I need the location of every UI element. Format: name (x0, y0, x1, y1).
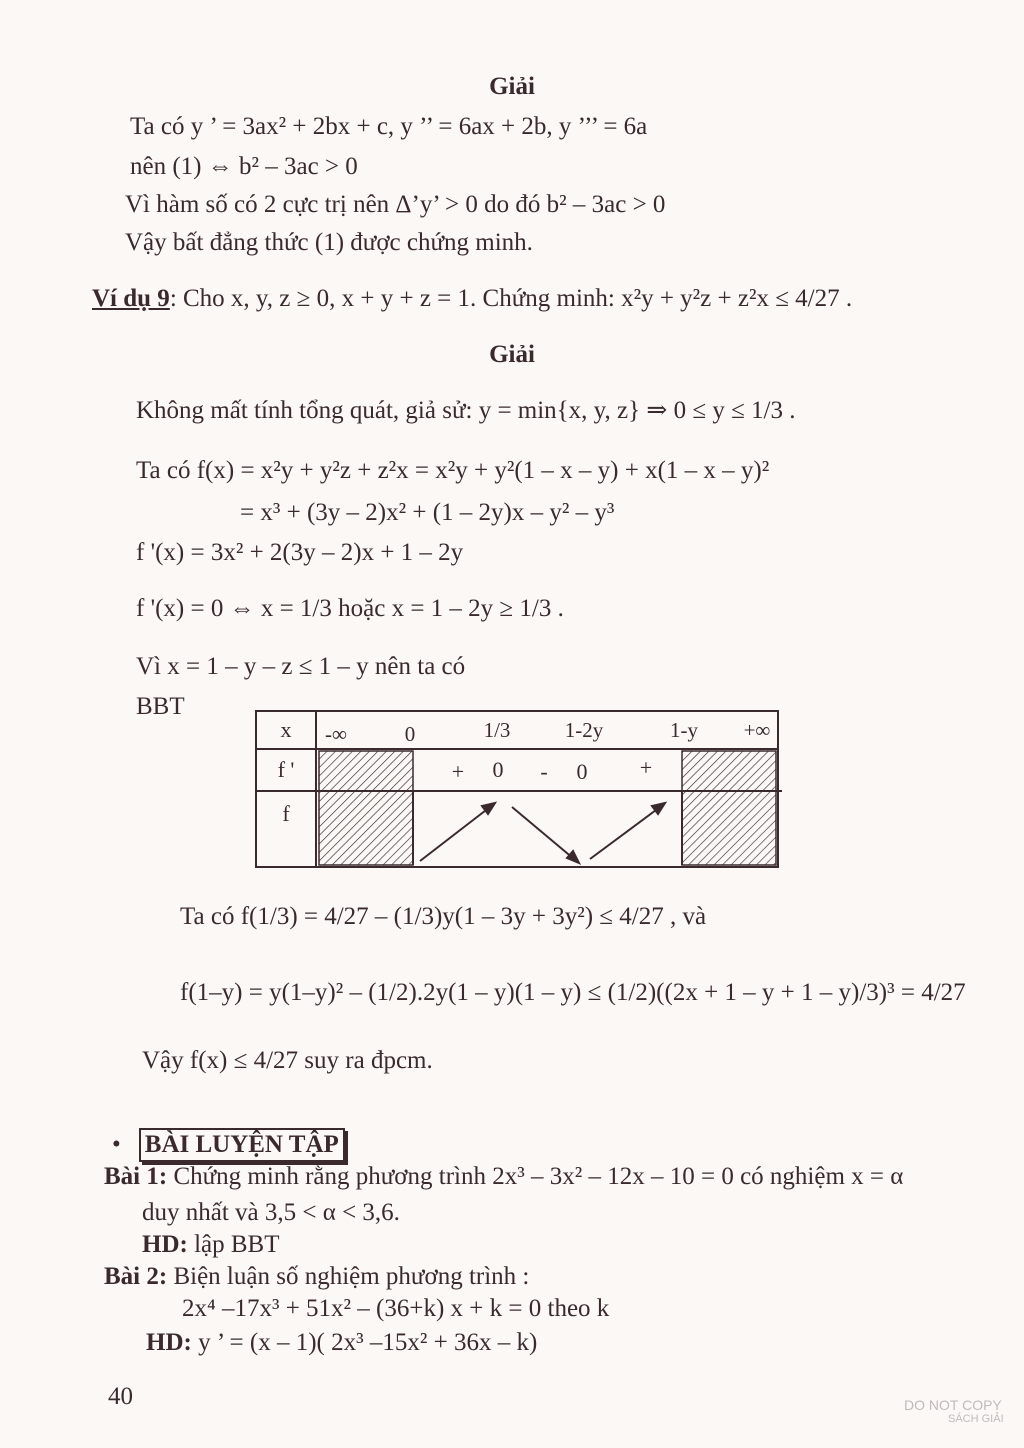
exercise-2-equation: 2x⁴ –17x³ + 51x² – (36+k) x + k = 0 theo k (182, 1295, 610, 1322)
page-number: 40 (108, 1383, 133, 1410)
derivatives-line: Ta có y ’ = 3ax² + 2bx + c, y ’’ = 6ax + 2b, y ’’’ = 6a (130, 113, 648, 140)
hint-label-1: HD: (142, 1231, 188, 1258)
x-value-one-minus-y: 1-y (670, 718, 698, 742)
sign-zero-1: 0 (492, 757, 504, 782)
arrow-decreasing (512, 807, 574, 859)
fx-expanded-line: = x³ + (3y – 2)x² + (1 – 2y)x – y² – y³ (240, 499, 615, 526)
x-value-zero: 0 (404, 722, 416, 746)
arrow-increasing-2 (590, 807, 660, 859)
exercise-1-hint (142, 1230, 280, 1260)
sign-zero-2: 0 (576, 759, 588, 784)
hint-text-1: lập BBT (187, 1231, 280, 1258)
bound-line: Vì x = 1 – y – z ≤ 1 – y nên ta có (136, 653, 466, 680)
x-value-pos-inf: +∞ (743, 718, 771, 742)
extremum-line: Vì hàm số có 2 cực trị nên Δ’y’ > 0 do đó b² – 3ac > 0 (125, 191, 666, 218)
row-f-label: f (282, 801, 290, 826)
exercise-1-text-cont: duy nhất và 3,5 < α < 3,6. (142, 1199, 400, 1226)
practice-title: BÀI LUYỆN TẬP (139, 1128, 345, 1162)
row-x-label: x (280, 717, 292, 742)
exercise-2-label: Bài 2: (104, 1263, 168, 1290)
exercise-1-text: Chứng minh rằng phương trình 2x³ – 3x² – 12x – 10 = 0 có nghiệm x = α (167, 1163, 904, 1190)
x-value-one-minus-2y: 1-2y (564, 718, 604, 742)
example-9 (92, 284, 852, 314)
watermark-line-2: SÁCH GIẢI (948, 1413, 1004, 1425)
exercise-2 (104, 1262, 529, 1292)
solution-heading-1: Giải (489, 73, 535, 100)
bbt-label: BBT (136, 693, 185, 720)
arrow-increasing-1 (420, 807, 490, 861)
conclusion-line-1: Vậy bất đẳng thức (1) được chứng minh. (125, 229, 533, 256)
solution-heading-2: Giải (489, 341, 535, 368)
f-one-third-line: Ta có f(1/3) = 4/27 – (1/3)y(1 – 3y + 3y²) ≤ 4/27 , và (180, 903, 707, 930)
hint-text-2: y ’ = (x – 1)( 2x³ –15x² + 36x – k) (191, 1329, 538, 1356)
fx-definition-line: Ta có f(x) = x²y + y²z + z²x = x²y + y²(1 – x – y) + x(1 – x – y)² (136, 457, 770, 484)
sign-minus: - (540, 759, 548, 784)
variation-table (252, 707, 782, 869)
exercise-1-label: Bài 1: (104, 1163, 168, 1190)
watermark-logo (904, 1398, 1004, 1426)
derivative-line: f '(x) = 3x² + 2(3y – 2)x + 1 – 2y (136, 539, 464, 566)
sign-plus-2: + (639, 755, 653, 780)
row-fprime-label: f ' (277, 757, 295, 782)
x-value-neg-inf: -∞ (325, 722, 347, 746)
f-one-minus-y-line: f(1–y) = y(1–y)² – (1/2).2y(1 – y)(1 – y) ≤ (1/2)((2x + 1 – y + 1 – y)/3)³ = 4/27 (180, 979, 966, 1006)
hatched-region-left (319, 751, 413, 865)
x-value-one-third: 1/3 (483, 718, 511, 742)
watermark-line-1: DO NOT COPY (904, 1397, 1002, 1413)
hatched-region-right (682, 751, 776, 865)
condition-line: nên (1) ⇔ b² – 3ac > 0 (130, 153, 358, 180)
conclusion-line-2: Vậy f(x) ≤ 4/27 suy ra đpcm. (142, 1047, 433, 1074)
example-9-label: Ví dụ 9 (92, 285, 170, 312)
hint-label-2: HD: (146, 1329, 192, 1356)
sign-plus-1: + (451, 759, 465, 784)
example-9-text: : Cho x, y, z ≥ 0, x + y + z = 1. Chứng minh: x²y + y²z + z²x ≤ 4/27 . (169, 285, 853, 312)
roots-line: f '(x) = 0 ⇔ x = 1/3 hoặc x = 1 – 2y ≥ 1/3 . (136, 595, 564, 622)
exercise-2-hint (146, 1328, 537, 1358)
exercise-2-text: Biện luận số nghiệm phương trình : (167, 1263, 530, 1290)
practice-header (112, 1128, 345, 1162)
wlog-line: Không mất tính tổng quát, giả sử: y = min{x, y, z} ⇒ 0 ≤ y ≤ 1/3 . (136, 397, 796, 424)
bullet-icon: • (112, 1131, 121, 1158)
arrow-head-2 (567, 851, 579, 863)
exercise-1 (104, 1162, 903, 1192)
